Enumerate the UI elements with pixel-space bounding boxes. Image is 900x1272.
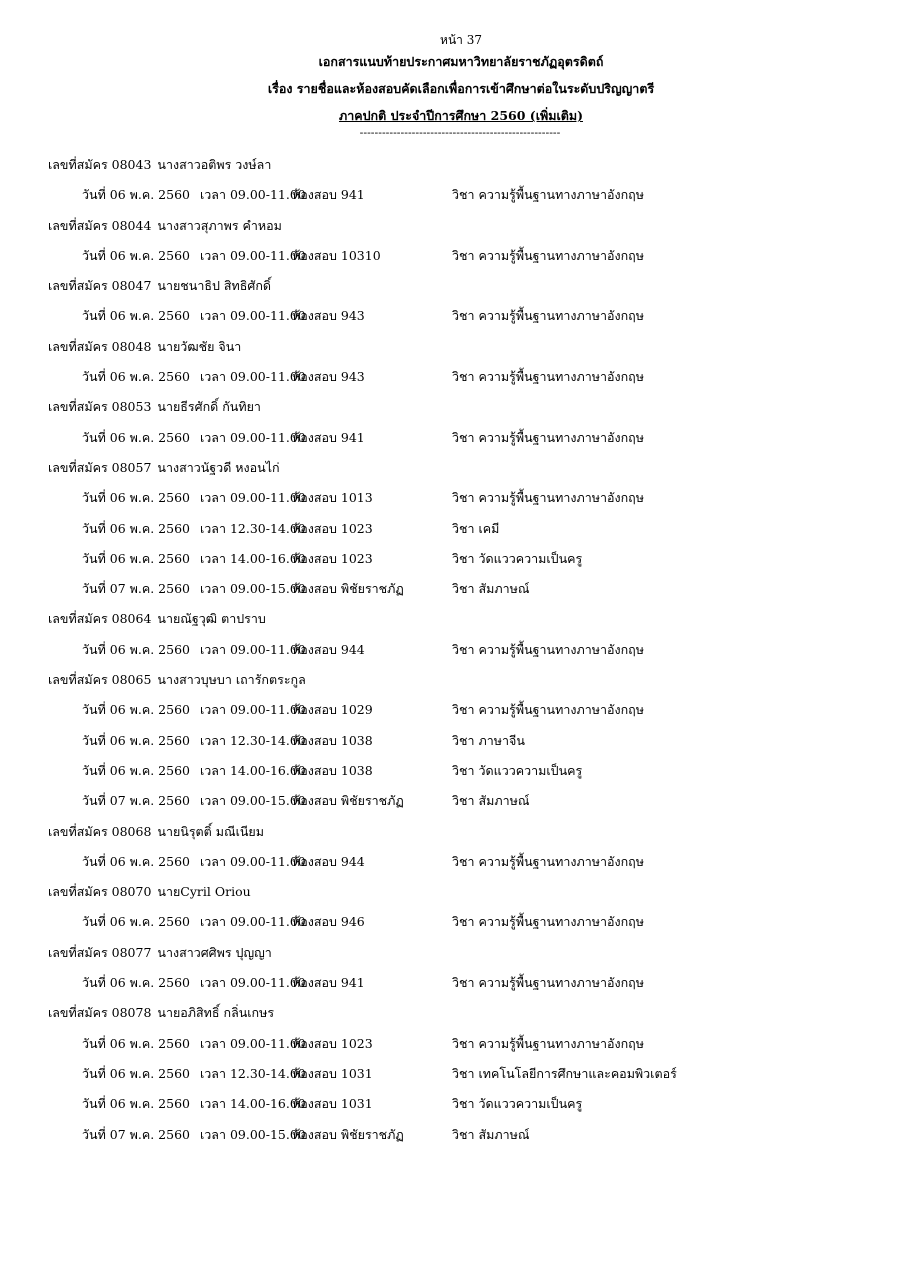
applicant-row bbox=[48, 998, 868, 1028]
document-title: เอกสารแนบท้ายประกาศมหาวิทยาลัยราชภัฏอุตรดิตถ์ bbox=[318, 54, 604, 69]
exam-session-row bbox=[48, 907, 868, 937]
exam-time: เวลา 14.00-16.00 bbox=[200, 1096, 306, 1112]
exam-date: วันที่ 06 พ.ค. 2560 bbox=[82, 550, 190, 566]
applicant-name: นางสาวสุภาพร คำหอม bbox=[157, 217, 282, 233]
exam-time: เวลา 09.00-11.00 bbox=[200, 369, 306, 385]
exam-time: เวลา 09.00-15.00 bbox=[200, 1126, 306, 1142]
application-number: เลขที่สมัคร 08043 bbox=[48, 157, 152, 172]
application-number: เลขที่สมัคร 08053 bbox=[48, 399, 152, 415]
exam-room: ห้องสอบ 1038 bbox=[292, 762, 373, 778]
exam-date: วันที่ 06 พ.ค. 2560 bbox=[82, 1096, 190, 1112]
exam-session-row bbox=[48, 1059, 868, 1089]
exam-date: วันที่ 06 พ.ค. 2560 bbox=[82, 369, 190, 385]
exam-room: ห้องสอบ 1031 bbox=[292, 1096, 373, 1112]
exam-subject: วิชา วัดแววความเป็นครู bbox=[452, 762, 583, 778]
exam-date: วันที่ 06 พ.ค. 2560 bbox=[82, 429, 190, 445]
applicant-row bbox=[48, 271, 868, 301]
exam-session-row bbox=[48, 786, 868, 816]
exam-subject: วิชา ความรู้พื้นฐานทางภาษาอังกฤษ bbox=[452, 308, 644, 324]
exam-session-row bbox=[48, 726, 868, 756]
exam-subject: วิชา ความรู้พื้นฐานทางภาษาอังกฤษ bbox=[452, 247, 644, 263]
exam-session-row bbox=[48, 544, 868, 574]
exam-room: ห้องสอบ 946 bbox=[292, 914, 365, 930]
applicant-list bbox=[48, 150, 868, 1150]
exam-session-row bbox=[48, 423, 868, 453]
applicant-name: นางสาวบุษบา เถารักตระกูล bbox=[157, 672, 306, 688]
exam-subject: วิชา สัมภาษณ์ bbox=[452, 581, 530, 597]
exam-date: วันที่ 06 พ.ค. 2560 bbox=[82, 1035, 190, 1051]
exam-session-row bbox=[48, 1029, 868, 1059]
applicant-name: นายอภิสิทธิ์ กลิ่นเกษร bbox=[157, 1005, 275, 1021]
exam-date: วันที่ 06 พ.ค. 2560 bbox=[82, 247, 190, 263]
exam-session-row bbox=[48, 241, 868, 271]
exam-session-row bbox=[48, 847, 868, 877]
exam-subject: วิชา ความรู้พื้นฐานทางภาษาอังกฤษ bbox=[452, 702, 644, 718]
exam-room: ห้องสอบ 944 bbox=[292, 853, 365, 869]
exam-subject: วิชา ความรู้พื้นฐานทางภาษาอังกฤษ bbox=[452, 641, 644, 657]
exam-subject: วิชา สัมภาษณ์ bbox=[452, 793, 530, 809]
exam-time: เวลา 14.00-16.00 bbox=[200, 550, 306, 566]
exam-subject: วิชา วัดแววความเป็นครู bbox=[452, 550, 583, 566]
exam-date: วันที่ 06 พ.ค. 2560 bbox=[82, 914, 190, 930]
exam-time: เวลา 09.00-15.00 bbox=[200, 793, 306, 809]
exam-date: วันที่ 06 พ.ค. 2560 bbox=[82, 1065, 190, 1081]
applicant-row bbox=[48, 938, 868, 968]
exam-date: วันที่ 06 พ.ค. 2560 bbox=[82, 762, 190, 778]
application-number: เลขที่สมัคร 08068 bbox=[48, 823, 152, 839]
exam-room: ห้องสอบ 941 bbox=[292, 429, 365, 445]
applicant-name: นายณัฐวุฒิ ตาปราบ bbox=[157, 611, 266, 627]
exam-room: ห้องสอบ 1023 bbox=[292, 520, 373, 536]
exam-room: ห้องสอบ 944 bbox=[292, 641, 365, 657]
exam-date: วันที่ 07 พ.ค. 2560 bbox=[82, 1126, 190, 1142]
exam-date: วันที่ 07 พ.ค. 2560 bbox=[82, 793, 190, 809]
exam-subject: วิชา ความรู้พื้นฐานทางภาษาอังกฤษ bbox=[452, 975, 644, 991]
applicant-row bbox=[48, 150, 868, 180]
exam-session-row bbox=[48, 483, 868, 513]
exam-time: เวลา 12.30-14.00 bbox=[200, 1065, 306, 1081]
exam-time: เวลา 09.00-15.00 bbox=[200, 581, 306, 597]
exam-time: เวลา 09.00-11.00 bbox=[200, 641, 306, 657]
exam-date: วันที่ 06 พ.ค. 2560 bbox=[82, 853, 190, 869]
applicant-name: นายCyril Oriou bbox=[157, 884, 251, 900]
exam-date: วันที่ 06 พ.ค. 2560 bbox=[82, 702, 190, 718]
applicant-name: นางสาวอติพร วงษ์ลา bbox=[157, 157, 272, 172]
exam-session-row bbox=[48, 1120, 868, 1150]
exam-room: ห้องสอบ 1029 bbox=[292, 702, 373, 718]
applicant-name: นายนิรุตติ์ มณีเนียม bbox=[157, 823, 264, 839]
exam-subject: วิชา วัดแววความเป็นครู bbox=[452, 1096, 583, 1112]
exam-date: วันที่ 07 พ.ค. 2560 bbox=[82, 581, 190, 597]
exam-time: เวลา 09.00-11.00 bbox=[200, 187, 306, 203]
application-number: เลขที่สมัคร 08048 bbox=[48, 338, 152, 354]
application-number: เลขที่สมัคร 08064 bbox=[48, 611, 152, 627]
application-number: เลขที่สมัคร 08044 bbox=[48, 217, 152, 233]
exam-subject: วิชา ความรู้พื้นฐานทางภาษาอังกฤษ bbox=[452, 187, 644, 203]
exam-room: ห้องสอบ 10310 bbox=[292, 247, 381, 263]
exam-room: ห้องสอบ 1023 bbox=[292, 1035, 373, 1051]
applicant-row bbox=[48, 392, 868, 422]
exam-room: ห้องสอบ พิชัยราชภัฏ bbox=[292, 581, 404, 597]
exam-subject: วิชา เคมี bbox=[452, 520, 500, 536]
exam-room: ห้องสอบ 1013 bbox=[292, 490, 373, 506]
exam-room: ห้องสอบ พิชัยราชภัฏ bbox=[292, 1126, 404, 1142]
exam-room: ห้องสอบ 1023 bbox=[292, 550, 373, 566]
application-number: เลขที่สมัคร 08077 bbox=[48, 944, 152, 960]
applicant-row bbox=[48, 665, 868, 695]
exam-room: ห้องสอบ 1031 bbox=[292, 1065, 373, 1081]
exam-date: วันที่ 06 พ.ค. 2560 bbox=[82, 520, 190, 536]
exam-room: ห้องสอบ 1038 bbox=[292, 732, 373, 748]
exam-session-row bbox=[48, 574, 868, 604]
applicant-name: นางสาวศศิพร ปุญญา bbox=[157, 944, 272, 960]
exam-subject: วิชา ความรู้พื้นฐานทางภาษาอังกฤษ bbox=[452, 853, 644, 869]
exam-time: เวลา 12.30-14.00 bbox=[200, 732, 306, 748]
exam-room: ห้องสอบ 941 bbox=[292, 975, 365, 991]
exam-room: ห้องสอบ พิชัยราชภัฏ bbox=[292, 793, 404, 809]
applicant-name: นายธีรศักดิ์ กันทิยา bbox=[157, 399, 261, 415]
exam-session-row bbox=[48, 514, 868, 544]
application-number: เลขที่สมัคร 08057 bbox=[48, 459, 152, 475]
document-term bbox=[22, 102, 900, 129]
exam-session-row bbox=[48, 362, 868, 392]
exam-session-row bbox=[48, 1089, 868, 1119]
applicant-row bbox=[48, 877, 868, 907]
applicant-name: นายชนาธิป สิทธิศักดิ์ bbox=[157, 278, 271, 294]
exam-room: ห้องสอบ 943 bbox=[292, 369, 365, 385]
document-header bbox=[0, 32, 900, 137]
applicant-row bbox=[48, 817, 868, 847]
applicant-row bbox=[48, 453, 868, 483]
exam-time: เวลา 09.00-11.00 bbox=[200, 247, 306, 263]
exam-time: เวลา 09.00-11.00 bbox=[200, 1035, 306, 1051]
exam-subject: วิชา สัมภาษณ์ bbox=[452, 1126, 530, 1142]
applicant-name: นายวัฒชัย จินา bbox=[157, 338, 242, 354]
exam-subject: วิชา ความรู้พื้นฐานทางภาษาอังกฤษ bbox=[452, 1035, 644, 1051]
exam-date: วันที่ 06 พ.ค. 2560 bbox=[82, 975, 190, 991]
exam-date: วันที่ 06 พ.ค. 2560 bbox=[82, 187, 190, 203]
page-number: หน้า 37 bbox=[440, 33, 482, 47]
exam-session-row bbox=[48, 635, 868, 665]
exam-session-row bbox=[48, 968, 868, 998]
document-subject: เรื่อง รายชื่อและห้องสอบคัดเลือกเพื่อการเข้าศึกษาต่อในระดับปริญญาตรี bbox=[267, 81, 655, 96]
exam-subject: วิชา ภาษาจีน bbox=[452, 732, 525, 748]
exam-room: ห้องสอบ 941 bbox=[292, 187, 365, 203]
exam-subject: วิชา ความรู้พื้นฐานทางภาษาอังกฤษ bbox=[452, 369, 644, 385]
exam-subject: วิชา ความรู้พื้นฐานทางภาษาอังกฤษ bbox=[452, 914, 644, 930]
exam-date: วันที่ 06 พ.ค. 2560 bbox=[82, 641, 190, 657]
exam-time: เวลา 12.30-14.00 bbox=[200, 520, 306, 536]
exam-subject: วิชา เทคโนโลยีการศึกษาและคอมพิวเตอร์ bbox=[452, 1065, 677, 1081]
exam-date: วันที่ 06 พ.ค. 2560 bbox=[82, 732, 190, 748]
exam-time: เวลา 09.00-11.00 bbox=[200, 429, 306, 445]
exam-time: เวลา 09.00-11.00 bbox=[200, 490, 306, 506]
exam-time: เวลา 14.00-16.00 bbox=[200, 762, 306, 778]
exam-room: ห้องสอบ 943 bbox=[292, 308, 365, 324]
exam-subject: วิชา ความรู้พื้นฐานทางภาษาอังกฤษ bbox=[452, 429, 644, 445]
document-term-text: ภาคปกติ ประจำปีการศึกษา 2560 (เพิ่มเติม) bbox=[338, 108, 583, 123]
exam-time: เวลา 09.00-11.00 bbox=[200, 702, 306, 718]
applicant-row bbox=[48, 604, 868, 634]
application-number: เลขที่สมัคร 08070 bbox=[48, 884, 152, 900]
exam-subject: วิชา ความรู้พื้นฐานทางภาษาอังกฤษ bbox=[452, 490, 644, 506]
exam-time: เวลา 09.00-11.00 bbox=[200, 853, 306, 869]
applicant-name: นางสาวนัฐวดี หงอนไก่ bbox=[157, 459, 280, 475]
exam-time: เวลา 09.00-11.00 bbox=[200, 308, 306, 324]
application-number: เลขที่สมัคร 08078 bbox=[48, 1005, 152, 1021]
exam-session-row bbox=[48, 301, 868, 331]
exam-date: วันที่ 06 พ.ค. 2560 bbox=[82, 308, 190, 324]
exam-date: วันที่ 06 พ.ค. 2560 bbox=[82, 490, 190, 506]
exam-time: เวลา 09.00-11.00 bbox=[200, 914, 306, 930]
application-number: เลขที่สมัคร 08047 bbox=[48, 278, 152, 294]
exam-session-row bbox=[48, 180, 868, 210]
exam-session-row bbox=[48, 756, 868, 786]
header-divider: ------------------------------------------------------ bbox=[359, 129, 561, 137]
exam-session-row bbox=[48, 695, 868, 725]
applicant-row bbox=[48, 211, 868, 241]
applicant-row bbox=[48, 332, 868, 362]
application-number: เลขที่สมัคร 08065 bbox=[48, 672, 152, 688]
exam-time: เวลา 09.00-11.00 bbox=[200, 975, 306, 991]
